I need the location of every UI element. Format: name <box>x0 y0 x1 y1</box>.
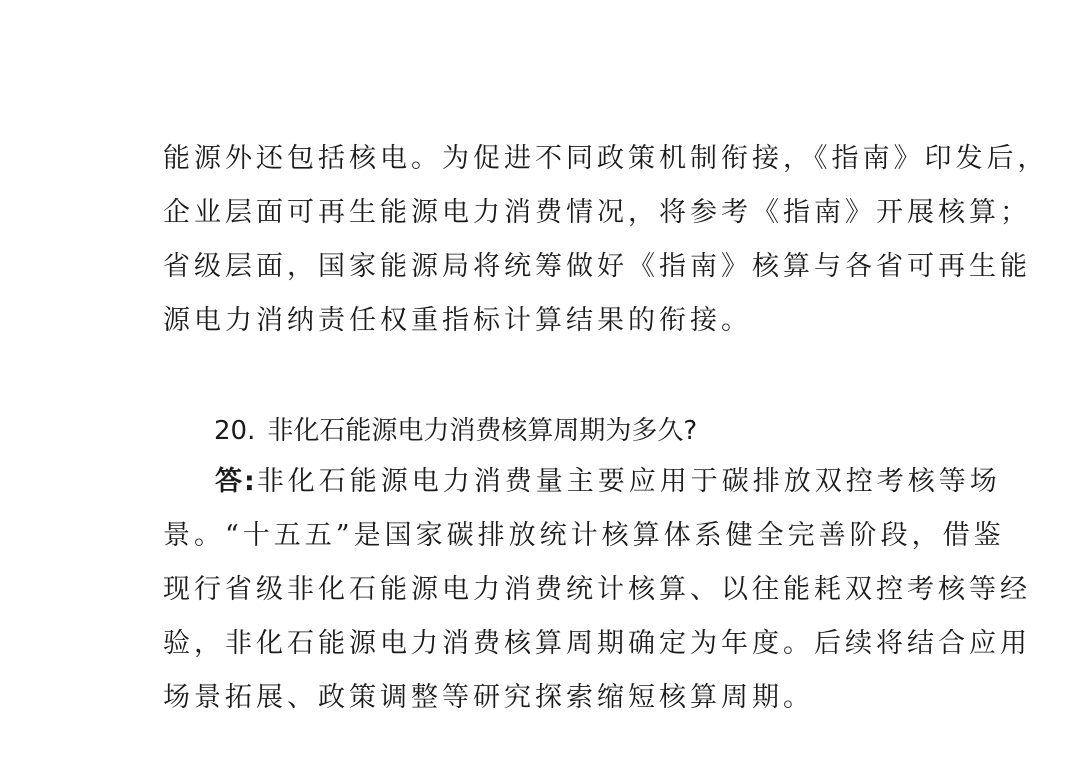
paragraph-line: 源电力消纳责任权重指标计算结果的衔接。 <box>163 305 752 336</box>
paragraph-line: 景。“十五五”是国家碳排放统计核算体系健全完善阶段，借鉴 <box>163 520 1005 551</box>
paragraph-line: 省级层面，国家能源局将统筹做好《指南》核算与各省可再生能 <box>163 251 1031 282</box>
paragraph-line: 能源外还包括核电。为促进不同政策机制衔接，《指南》印发后， <box>163 143 1049 174</box>
paragraph-line: 企业层面可再生能源电力消费情况，将参考《指南》开展核算； <box>163 197 1031 228</box>
question-heading <box>214 404 697 458</box>
paragraph-line: 验，非化石能源电力消费核算周期确定为年度。后续将结合应用 <box>163 628 1031 659</box>
question-number: 20. <box>214 416 256 446</box>
answer-first-text: 非化石能源电力消费量主要应用于碳排放双控考核等场 <box>256 466 1001 497</box>
paragraph-line: 现行省级非化石能源电力消费统计核算、以往能耗双控考核等经 <box>163 574 1031 605</box>
intro-paragraph <box>163 132 1049 348</box>
answer-first-line <box>163 455 1001 509</box>
answer-paragraph <box>163 455 1031 725</box>
answer-label: 答: <box>215 466 257 497</box>
question-text: 非化石能源电力消费核算周期为多久? <box>267 416 698 446</box>
paragraph-line: 场景拓展、政策调整等研究探索缩短核算周期。 <box>163 682 814 713</box>
